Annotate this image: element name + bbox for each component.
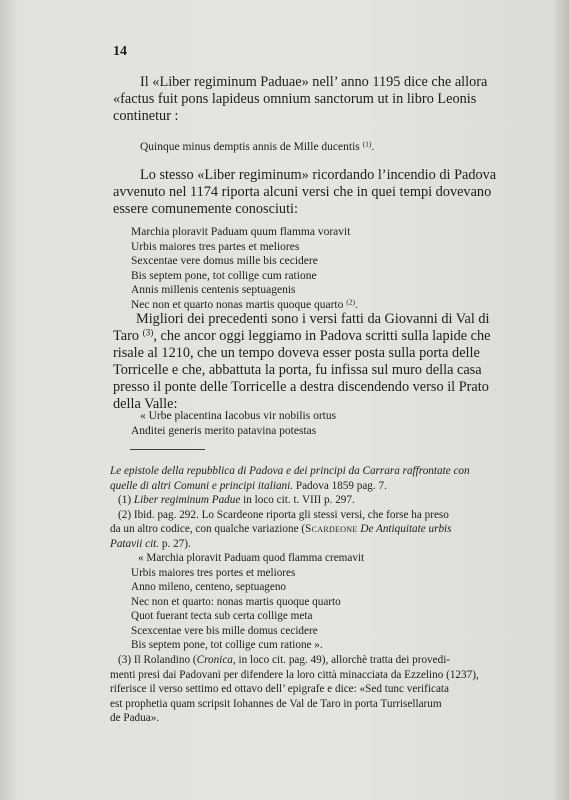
para3-line2 <box>113 328 490 345</box>
para3-line6: della Valle: <box>113 396 178 412</box>
verse3-line1: « Urbe placentina Iacobus vir nobilis ortus <box>140 410 337 422</box>
footnote-2-line3-italic: Patavii cit. <box>110 537 160 550</box>
footnote-2-work-title: De Antiquitate urbis <box>357 523 452 535</box>
footnote-2-verse-line1: « Marchia ploravit Paduam quod flamma cremavit <box>138 552 365 564</box>
para1-line3: continetur : <box>113 108 179 124</box>
footnote-2-verse-line2: Urbis maiores tres portes et meliores <box>131 566 296 579</box>
verse3-line2: Anditei generis merito patavina potestas <box>131 425 317 437</box>
page-number: 14 <box>113 44 127 59</box>
verse1-line <box>140 140 374 155</box>
footnote-2-verse-line5: Quot fuerant tecta sub certa collige meta <box>131 610 313 622</box>
footnote-2-mark: (2) <box>118 508 132 521</box>
verse2-line6-text: Nec non et quarto nonas martis quoque quarto <box>131 299 344 311</box>
para3-line4: Torricelle e che, abbattuta la porta, fu infissa sul muro della casa <box>113 362 482 378</box>
footnote-1-rest: in loco cit. t. VIII p. 297. <box>240 494 355 506</box>
footnote-ref-1: (1) <box>362 139 372 149</box>
para3-line3: risale al 1210, che un tempo doveva esser posta sulla porta delle <box>113 345 480 361</box>
para3-line2-start: Taro <box>113 328 143 344</box>
verse2-line1: Marchia ploravit Paduam quum flamma voravit <box>131 226 351 238</box>
footnote-2-line1-text: Ibid. pag. 292. Lo Scardeone riporta gli stessi versi, che forse ha preso <box>133 508 449 521</box>
footnote-2-line2-a: da un altro codice, con qualche variazione ( <box>110 523 306 535</box>
footnote-3-mark: (3) <box>118 654 132 666</box>
verse1-end: . <box>371 141 375 153</box>
verse2-line3: Sexcentae vere domus mille bis cecidere <box>131 255 318 268</box>
footnote-1-italic: Liber regiminum Padue <box>133 494 241 506</box>
para2-line1: Lo stesso «Liber regiminum» ricordando l’incendio di Padova <box>140 167 497 183</box>
footnote-1-mark: (1) <box>118 494 132 506</box>
footnote-biblio-line1: Le epistole della repubblica di Padova e dei principi da Carrara raffrontate con <box>110 465 470 477</box>
footnote-biblio-line2-rest: Padova 1859 pag. 7. <box>293 479 387 492</box>
footnote-3-line1 <box>118 653 450 668</box>
footnote-3-line3: riferisce il verso settimo ed ottavo dell’ epigrafe e dice: «Sed tunc verificata <box>110 683 450 695</box>
footnote-ref-2: (2) <box>346 297 355 307</box>
verse2-line4: Bis septem pone, tot collige cum ratione <box>131 269 317 282</box>
para3-line1: Migliori dei precedenti sono i versi fatti da Giovanni di Val di <box>136 311 490 327</box>
footnote-3-line2: menti presi dai Padovani per difendere la loro città minacciata da Ezzelino (1237), <box>110 668 479 681</box>
footnote-biblio-line2 <box>110 479 387 494</box>
footnote-2-line2 <box>110 522 452 537</box>
footnote-2-line1 <box>118 508 449 523</box>
page-edge-shadow <box>555 0 569 800</box>
verse2-end: . <box>354 299 358 311</box>
footnote-3-line1-b: in loco cit. pag. 49), allorchè tratta dei provedi- <box>235 654 451 666</box>
para1-line2: «factus fuit pons lapideus omnium sanctorum ut in libro Leonis <box>113 91 477 107</box>
para2-line2: avvenuto nel 1174 riporta alcuni versi che in quei tempi dovevano <box>113 184 492 200</box>
footnote-2-line3 <box>110 537 191 552</box>
para3-line2-end: , che ancor oggi leggiamo in Padova scritti sulla lapide che <box>153 328 491 344</box>
para1-line1: Il «Liber regiminum Paduae» nell’ anno 1195 dice che allora <box>140 74 488 90</box>
para3-line5: presso il ponte delle Torricelle a destra discendendo verso il Prato <box>113 379 489 395</box>
footnote-separator-rule <box>130 449 205 450</box>
footnote-ref-3: (3) <box>142 328 154 339</box>
footnote-2-verse-line3: Anno mileno, centeno, septuageno <box>131 581 287 593</box>
verse2-line2: Urbis maiores tres partes et meliores <box>131 240 300 253</box>
footnote-3-line4: est prophetia quam scripsit Iohannes de Val de Taro in porta Turrisellarum <box>110 697 442 710</box>
footnote-biblio-line2-italic: quelle di altri Comuni e principi italiani. <box>110 479 294 492</box>
verse1-text: Quinque minus demptis annis de Mille ducentis <box>140 141 360 153</box>
para2-line3: essere comunemente conosciuti: <box>113 201 299 217</box>
footnote-2-verse-line4: Nec non et quarto: nonas martis quoque quarto <box>131 595 341 608</box>
footnote-2-verse-line6: Scexcentae vere bis mille domus cecidere <box>131 624 318 637</box>
footnote-3-line5: de Padua». <box>110 712 160 724</box>
verse2-line5: Annis millenis centenis septuagenis <box>131 284 296 297</box>
footnote-2-author: Scardeone <box>305 523 358 535</box>
footnote-2-verse-line7: Bis septem pone, tot collige cum ratione ». <box>131 639 323 651</box>
footnote-3-line1-italic: Cronica, <box>196 654 236 666</box>
footnote-2-line3-rest: p. 27). <box>159 537 191 550</box>
footnote-1 <box>118 493 355 508</box>
footnote-3-line1-a: Il Rolandino ( <box>133 654 197 666</box>
